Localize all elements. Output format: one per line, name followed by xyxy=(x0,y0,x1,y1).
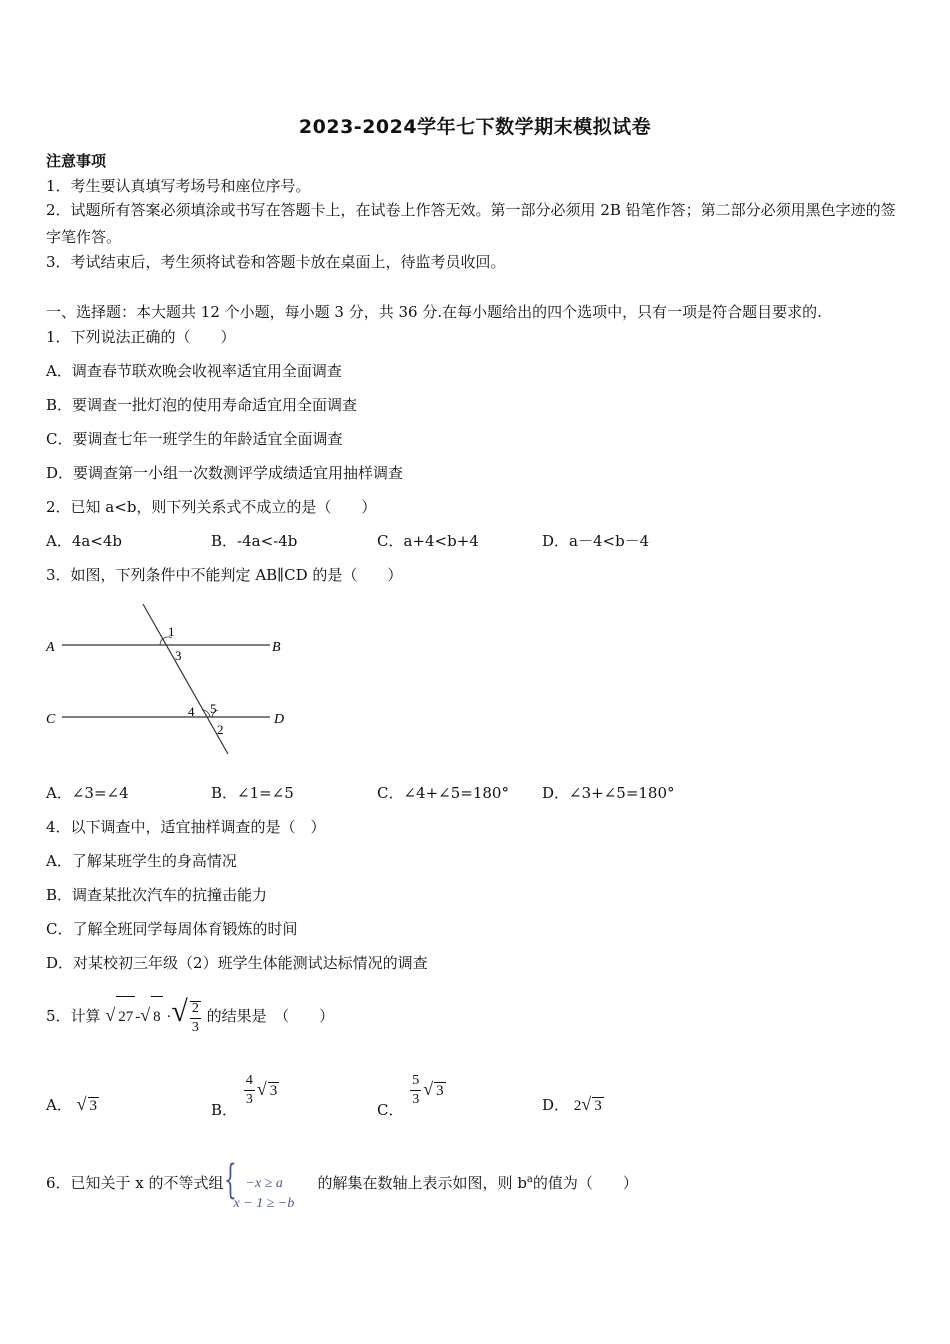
q4-option-d: D．对某校初三年级（2）班学生体能测试达标情况的调查 xyxy=(46,954,428,972)
q3-option-c: C．∠4+∠5=180° xyxy=(377,784,509,802)
q4-option-c: C．了解全班同学每周体育锻炼的时间 xyxy=(46,920,298,938)
q5-option-a-radicand: 3 xyxy=(89,1098,98,1114)
q6-suffix-b: 的值为（ ） xyxy=(532,1174,638,1192)
q5-option-b: B． $\frac{4}{3}$ √ 3 xyxy=(211,1073,278,1119)
q5-option-c-numerator: 5 xyxy=(412,1073,420,1088)
notice-item-1: 1．考生要认真填写考场号和座位序号。 xyxy=(46,177,311,195)
q5-option-a-label: A． xyxy=(46,1096,72,1114)
q5-option-c-label: C． xyxy=(377,1100,404,1119)
q1-option-a: A．调查春节联欢晚会收视率适宜用全面调查 xyxy=(46,362,342,380)
q1-stem: 1．下列说法正确的（ ） xyxy=(46,328,236,346)
q3-option-d: D．∠3+∠5=180° xyxy=(542,784,675,802)
angle-label-1: 1 xyxy=(168,624,175,639)
q5-option-b-label: B． xyxy=(211,1100,238,1119)
q4-stem: 4．以下调查中，适宜抽样调查的是（ ） xyxy=(46,818,326,836)
q6-row-1: −x ≥ a xyxy=(245,1176,283,1191)
angle-label-5: 5 xyxy=(210,701,217,716)
q3-option-a: A．∠3=∠4 xyxy=(46,784,129,802)
q2-option-a: A．4a<4b xyxy=(46,532,123,550)
notice-item-3: 3．考试结束后，考生须将试卷和答题卡放在桌面上，待监考员收回。 xyxy=(46,253,506,271)
q5-expression: √ 27 -√ 8 ·√ $\frac{2}{3}$ xyxy=(105,1009,206,1025)
q5-option-d-coefficient: 2 xyxy=(573,1098,582,1114)
q5-prefix: 5．计算 xyxy=(46,1007,101,1025)
q3-option-b: B．∠1=∠5 xyxy=(211,784,294,802)
q5-frac-numerator: 2 xyxy=(190,1002,201,1019)
q5-option-d-radicand: 3 xyxy=(594,1098,602,1114)
q2-option-d: D．a－4<b－4 xyxy=(542,532,650,550)
q2-option-b: B．-4a<-4b xyxy=(211,532,298,550)
q4-option-a: A．了解某班学生的身高情况 xyxy=(46,852,237,870)
label-b: B xyxy=(272,640,281,655)
label-d: D xyxy=(274,712,285,727)
q6-row-2: x − 1 ≥ −b xyxy=(233,1196,295,1211)
q5-option-c: C． $\frac{5}{3}$ √ 3 xyxy=(377,1073,444,1119)
label-c: C xyxy=(46,712,56,727)
q6-stem xyxy=(46,1157,638,1211)
q6-inequality-system: { −x ≥ a x − 1 ≥ −b xyxy=(224,1164,318,1204)
q5-option-d: D． 2√ 3 xyxy=(542,1094,602,1114)
q5-option-b-radicand: 3 xyxy=(269,1082,278,1099)
q6-superscript: a xyxy=(526,1174,533,1185)
q6-prefix: 6．已知关于 x 的不等式组 xyxy=(46,1174,224,1192)
q5-minus: - xyxy=(135,1009,141,1025)
angle-label-4: 4 xyxy=(188,704,195,719)
q5-option-c-radicand: 3 xyxy=(436,1082,444,1099)
section-heading: 一、选择题：本大题共 12 个小题，每小题 3 分，共 36 分.在每小题给出的四个选项中，只有一项是符合题目要求的. xyxy=(46,303,822,321)
notice-item-2: 2．试题所有答案必须填涂或书写在答题卡上，在试卷上作答无效。第一部分必须用 2B 铅笔作答；第二部分必须用黑色字迹的签字笔作答。 xyxy=(46,201,896,246)
q5-options xyxy=(46,1070,906,1120)
q5-option-b-numerator: 4 xyxy=(245,1073,253,1088)
q5-stem xyxy=(46,992,334,1037)
q3-stem: 3．如图，下列条件中不能判定 AB∥CD 的是（ ） xyxy=(46,566,403,584)
q5-option-d-label: D． xyxy=(542,1096,570,1114)
q2-option-c: C．a+4<b+4 xyxy=(377,532,479,550)
angle-label-3: 3 xyxy=(175,648,182,663)
q5-option-a: A． √ 3 xyxy=(46,1094,98,1114)
angle-label-2: 2 xyxy=(217,722,224,737)
q1-option-c: C．要调查七年一班学生的年龄适宜全面调查 xyxy=(46,430,343,448)
q5-suffix: 的结果是 （ ） xyxy=(206,1007,335,1025)
q2-stem: 2．已知 a<b，则下列关系式不成立的是（ ） xyxy=(46,498,377,516)
page-title: 2023-2024学年七下数学期末模拟试卷 xyxy=(298,116,652,138)
q5-radicand-2: 8 xyxy=(151,996,163,1037)
q5-option-b-denominator: 3 xyxy=(245,1092,253,1107)
parallel-lines-figure xyxy=(40,598,300,758)
q5-option-c-denominator: 3 xyxy=(412,1092,420,1107)
q6-suffix-a: 的解集在数轴上表示如图，则 b xyxy=(317,1174,527,1192)
q4-option-b: B．调查某批次汽车的抗撞击能力 xyxy=(46,886,268,904)
notice-heading: 注意事项 xyxy=(46,152,107,170)
q5-frac-denominator: 3 xyxy=(191,1019,199,1035)
q1-option-b: B．要调查一批灯泡的使用寿命适宜用全面调查 xyxy=(46,396,358,414)
q5-radicand-1: 27 xyxy=(116,996,135,1037)
q5-dot: · xyxy=(166,1009,172,1025)
q1-option-d: D．要调查第一小组一次数测评学成绩适宜用抽样调查 xyxy=(46,464,404,482)
label-a: A xyxy=(46,640,55,655)
transversal-line xyxy=(143,604,228,754)
